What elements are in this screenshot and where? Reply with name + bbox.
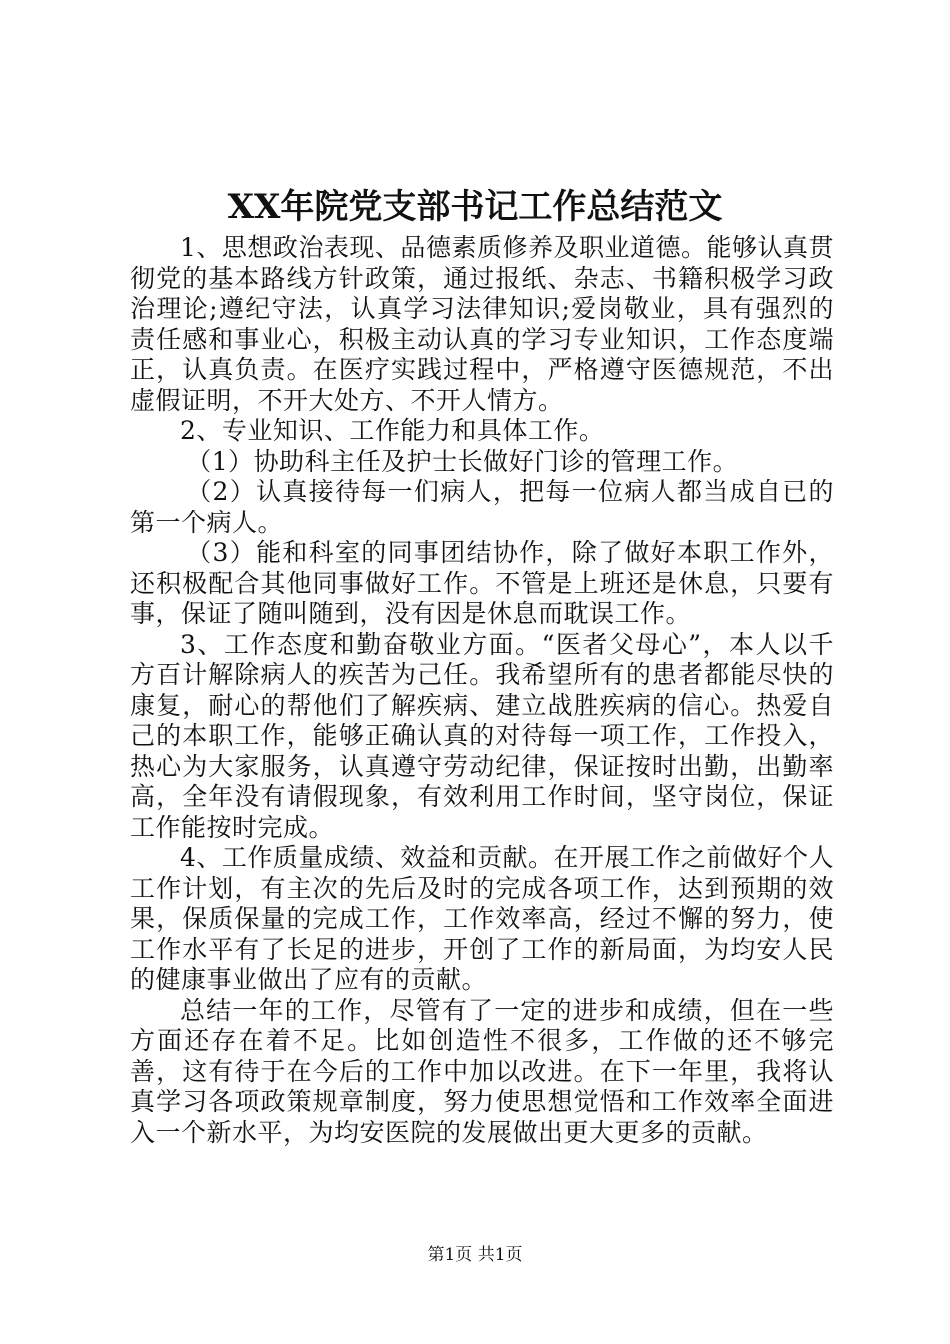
paragraph-item-1: （1）协助科主任及护士长做好门诊的管理工作。 bbox=[186, 446, 739, 476]
document-body bbox=[130, 233, 834, 1148]
paragraph-attitude: 3、工作态度和勤奋敬业方面。“医者父母心”，本人以千方百计解除病人的疾苦为己任。我希望所有的患者都能尽快的康复，耐心的帮他们了解疾病、建立战胜疾病的信心。热爱自己的本职工作，能够正确认真的对待每一项工作，工作投入，热心为大家服务，认真遵守劳动纪律，保证按时出勤，出勤率高，全年没有请假现象，有效利用工作时间，坚守岗位，保证工作能按时完成。 bbox=[130, 629, 834, 842]
paragraph-ideology: 1、思想政治表现、品德素质修养及职业道德。能够认真贯彻党的基本路线方针政策，通过报纸、杂志、书籍积极学习政治理论;遵纪守法，认真学习法律知识;爱岗敬业，具有强烈的责任感和事业心，积极主动认真的学习专业知识，工作态度端正，认真负责。在医疗实践过程中，严格遵守医德规范，不出虚假证明，不开大处方、不开人情方。 bbox=[130, 233, 834, 415]
paragraph-summary: 总结一年的工作，尽管有了一定的进步和成绩，但在一些方面还存在着不足。比如创造性不很多，工作做的还不够完善，这有待于在今后的工作中加以改进。在下一年里，我将认真学习各项政策规章制度，努力使思想觉悟和工作效率全面进入一个新水平，为均安医院的发展做出更大更多的贡献。 bbox=[130, 995, 834, 1147]
paragraph-item-2: （2）认真接待每一们病人，把每一位病人都当成自已的第一个病人。 bbox=[130, 477, 834, 537]
document-title: XX年院党支部书记工作总结范文 bbox=[227, 187, 723, 227]
paragraph-professional-heading: 2、专业知识、工作能力和具体工作。 bbox=[180, 416, 605, 445]
paragraph-quality: 4、工作质量成绩、效益和贡献。在开展工作之前做好个人工作计划，有主次的先后及时的完成各项工作，达到预期的效果，保质保量的完成工作，工作效率高，经过不懈的努力，使工作水平有了长足的进步，开创了工作的新局面，为均安人民的健康事业做出了应有的贡献。 bbox=[130, 843, 834, 994]
paragraph-item-3: （3）能和科室的同事团结协作，除了做好本职工作外，还积极配合其他同事做好工作。不管是上班还是休息，只要有事，保证了随叫随到，没有因是休息而耽误工作。 bbox=[130, 538, 834, 628]
page-footer: 第1页 共1页 bbox=[427, 1245, 523, 1265]
